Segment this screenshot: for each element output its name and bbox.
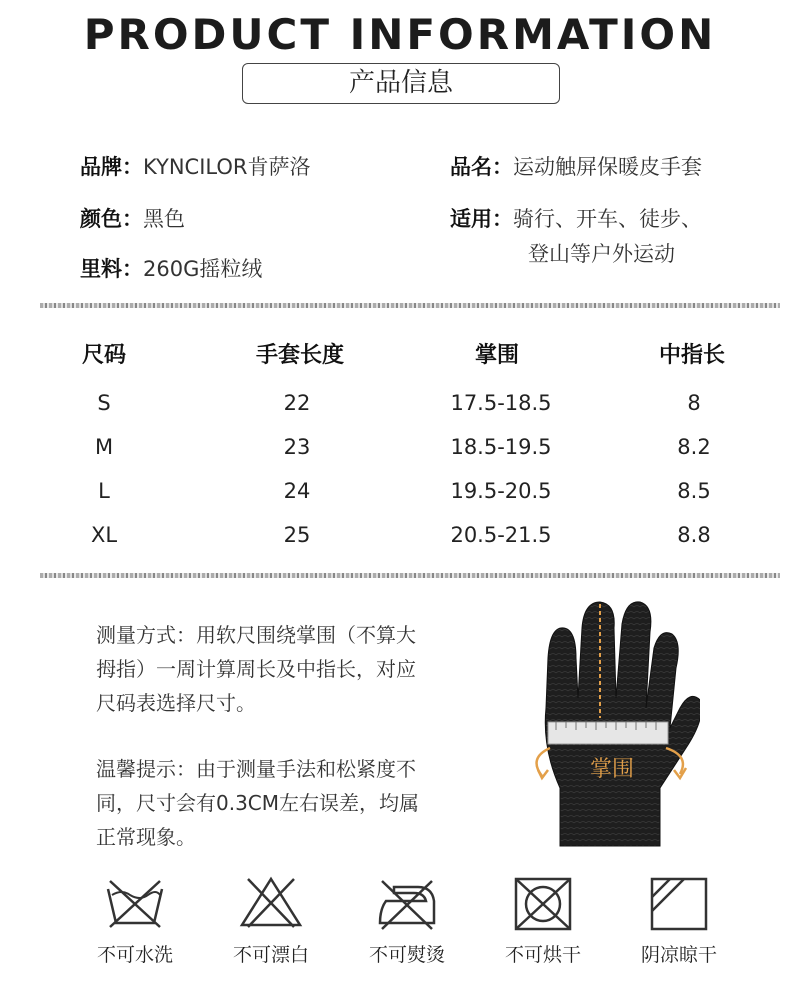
table-cell: M	[94, 435, 114, 459]
table-cell: S	[97, 391, 111, 415]
table-cell: 19.5-20.5	[450, 479, 552, 503]
measure-tip	[96, 752, 488, 854]
table-header-finger: 中指长	[658, 343, 726, 368]
care-label-dry-in-shade: 阴凉晾干	[640, 944, 718, 966]
table-cell: 8.2	[677, 435, 711, 459]
divider-top	[40, 303, 780, 308]
lining-key: 里料：	[80, 257, 143, 281]
table-cell: 8.8	[677, 523, 711, 547]
divider-bottom	[40, 573, 780, 578]
page-subtitle: 产品信息	[242, 63, 560, 104]
table-cell: 17.5-18.5	[450, 391, 552, 415]
table-cell: 23	[283, 435, 311, 459]
table-header-palm: 掌围	[474, 343, 520, 368]
care-label-no-iron: 不可熨烫	[368, 944, 446, 966]
product-name-key: 品名：	[450, 155, 513, 179]
care-label-no-bleach: 不可漂白	[232, 944, 310, 966]
table-header-length: 手套长度	[255, 343, 345, 368]
table-cell: 8	[687, 391, 701, 415]
no-tumble-dry-icon	[510, 875, 576, 931]
usage-key: 适用：	[450, 207, 513, 231]
lining-value: 260G摇粒绒	[143, 257, 263, 281]
product-name-value: 运动触屏保暖皮手套	[513, 155, 702, 179]
color-value: 黑色	[143, 207, 185, 231]
measure-tip-line: 同，尺寸会有0.3CM左右误差，均属	[96, 791, 420, 815]
palm-label: 掌围	[590, 757, 635, 782]
table-cell: 8.5	[677, 479, 711, 503]
brand-value: KYNCILOR肯萨洛	[143, 155, 311, 179]
measure-method-line: 尺码表选择尺寸。	[96, 691, 256, 715]
no-bleach-icon	[238, 875, 304, 931]
table-cell: L	[98, 479, 110, 503]
measure-tip-line: 正常现象。	[96, 825, 196, 849]
color-key: 颜色：	[80, 207, 143, 231]
table-cell: 25	[283, 523, 311, 547]
usage-value-2: 登山等户外运动	[528, 242, 675, 266]
measure-method-line: 测量方式：用软尺围绕掌围（不算大	[96, 623, 416, 647]
table-cell: XL	[90, 523, 118, 547]
measure-method	[96, 618, 488, 720]
table-cell: 22	[283, 391, 311, 415]
table-cell: 24	[283, 479, 311, 503]
measure-tip-line: 温馨提示：由于测量手法和松紧度不	[96, 757, 416, 781]
measure-method-line: 拇指）一周计算周长及中指长，对应	[96, 657, 416, 681]
usage-value-1: 骑行、开车、徒步、	[513, 207, 702, 231]
table-cell: 20.5-21.5	[450, 523, 552, 547]
table-header-size: 尺码	[81, 343, 127, 368]
dry-in-shade-icon	[646, 875, 712, 931]
care-label-no-tumble-dry: 不可烘干	[504, 944, 582, 966]
care-label-no-wash: 不可水洗	[96, 944, 174, 966]
lining-row	[80, 253, 262, 283]
brand-key: 品牌：	[80, 155, 143, 179]
usage-row-2	[528, 238, 675, 268]
usage-row	[450, 203, 702, 233]
glove-illustration	[520, 598, 700, 848]
no-wash-icon	[102, 875, 168, 931]
page-title: PRODUCT INFORMATION	[83, 10, 717, 59]
product-name-row	[450, 151, 702, 181]
brand-row	[80, 151, 311, 181]
color-row	[80, 203, 185, 233]
no-iron-icon	[374, 875, 440, 931]
table-cell: 18.5-19.5	[450, 435, 552, 459]
